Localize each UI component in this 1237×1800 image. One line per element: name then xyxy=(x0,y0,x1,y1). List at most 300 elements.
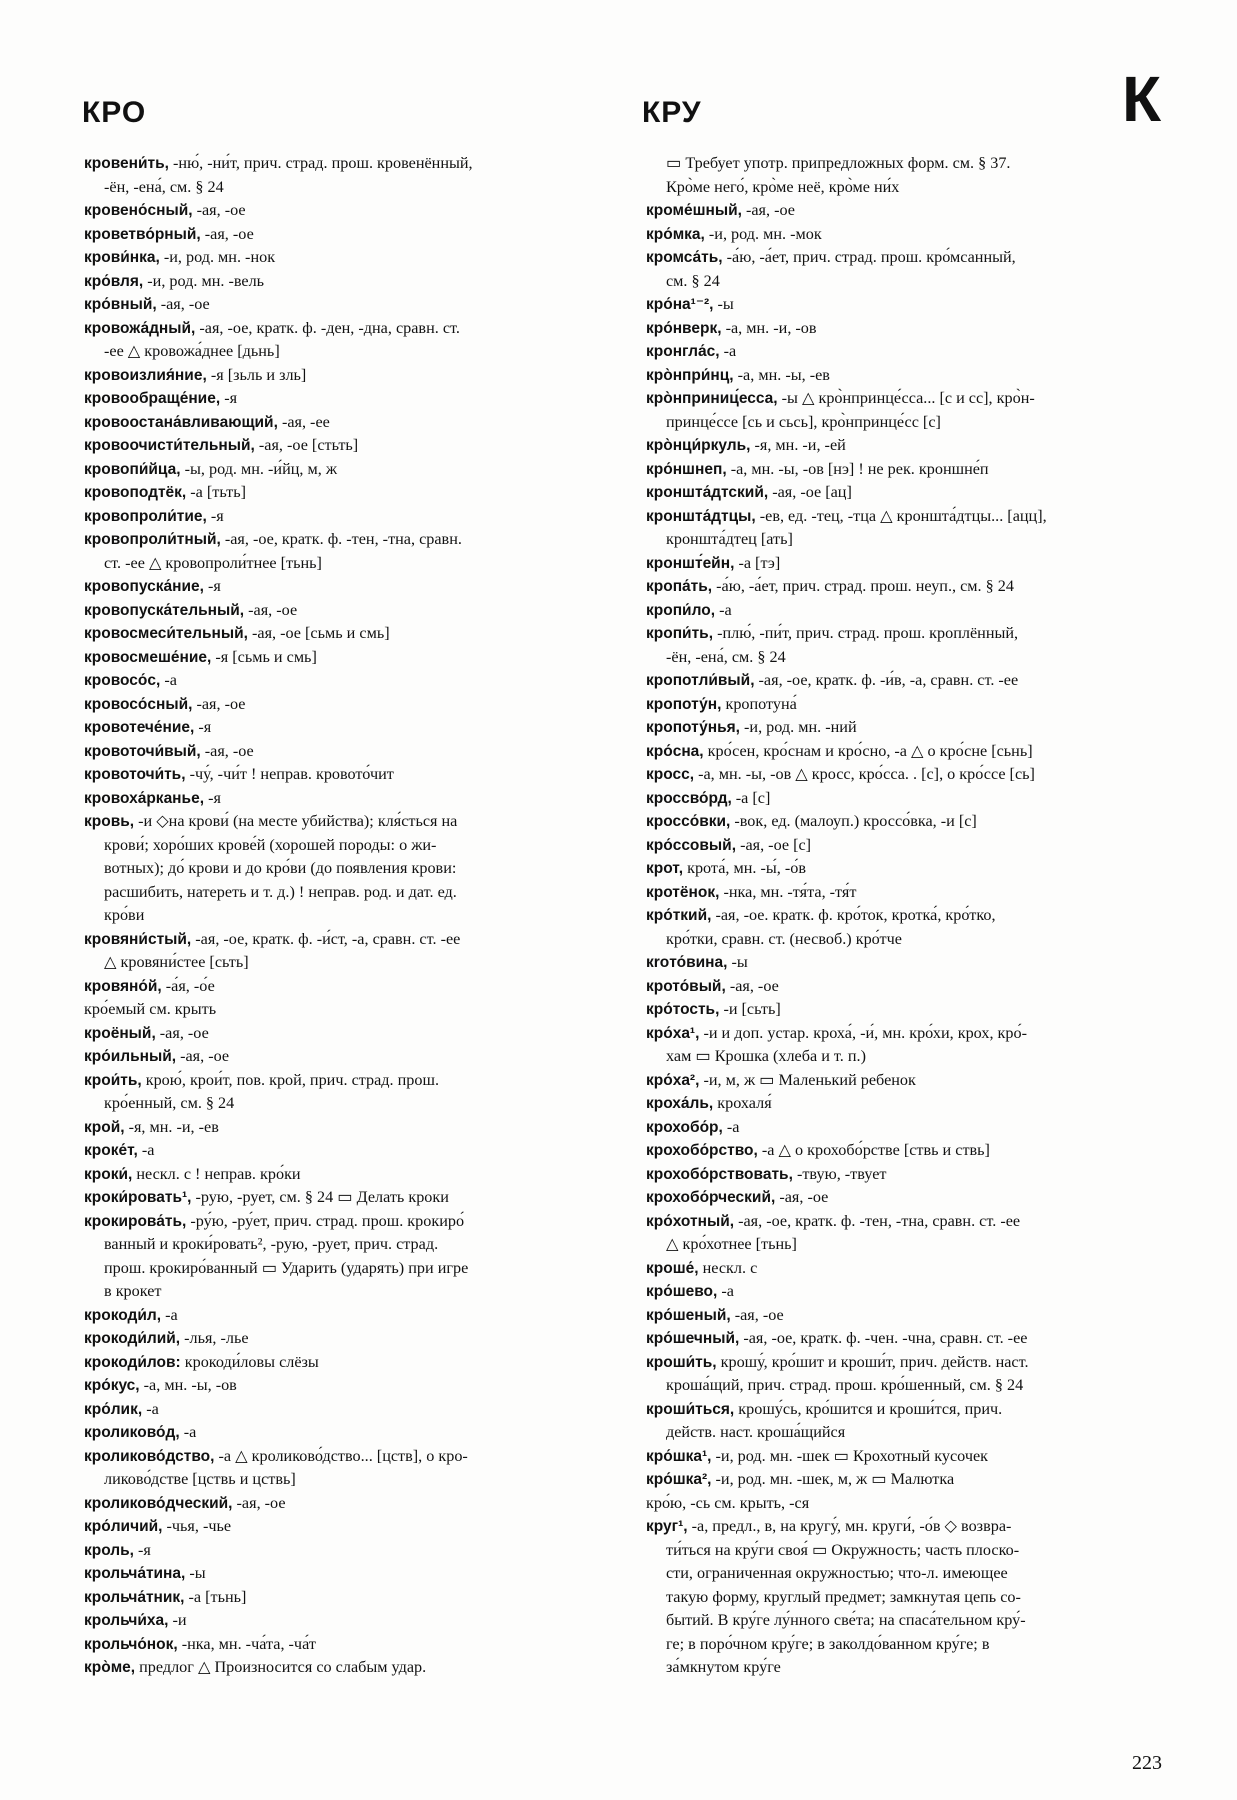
entry-line xyxy=(646,1421,1168,1445)
entry-line xyxy=(646,881,1168,905)
headword: кроссво́рд, xyxy=(646,789,732,807)
headword: крохобо́рствовать, xyxy=(646,1165,793,1183)
entry-line xyxy=(84,1092,614,1116)
headword: кро́шка², xyxy=(646,1471,712,1488)
entry-line xyxy=(84,1562,614,1586)
entry-text: -твую, -твует xyxy=(792,1164,887,1183)
headword: кро̀нприниц́есса, xyxy=(646,390,778,407)
entry-line xyxy=(646,928,1168,952)
entry-line xyxy=(84,857,614,881)
entry-line xyxy=(646,1257,1168,1281)
entry-line xyxy=(84,1327,614,1351)
running-head-left: КРО xyxy=(82,96,147,129)
entry-text: -а xyxy=(717,1282,734,1300)
entry-line xyxy=(646,1092,1168,1116)
entry-line xyxy=(84,481,614,505)
headword: кропи́ло, xyxy=(646,601,716,619)
entry-text: -ая, -ое [с] xyxy=(736,835,812,854)
entry-line xyxy=(84,834,614,858)
headword: крохобо́р, xyxy=(646,1118,723,1136)
entry-line xyxy=(646,1210,1168,1234)
entry-line xyxy=(84,1445,614,1469)
headword: кроха́ль, xyxy=(646,1095,714,1112)
headword: кро́шечный, xyxy=(646,1330,740,1347)
entry-line xyxy=(646,1163,1168,1187)
entry-text: -ая, -ое xyxy=(156,295,210,313)
entry-line xyxy=(646,1398,1168,1422)
entry-line xyxy=(646,411,1168,435)
entry-line xyxy=(84,599,614,623)
entry-line xyxy=(646,552,1168,576)
entry-text: -вок, ед. (малоуп.) кроссо́вка, -и [с] xyxy=(730,812,977,830)
entry-line xyxy=(646,340,1168,364)
headword: кро́шево, xyxy=(646,1283,718,1300)
headword: кропоту́нья, xyxy=(646,719,740,736)
entry-text: действ. наст. кроша́щийся xyxy=(666,1423,846,1441)
entry-line xyxy=(646,1069,1168,1093)
entry-text: -ая, -ое, кратк. ф. -чен. -чна, сравн. ст. -ее xyxy=(739,1329,1028,1347)
entry-line xyxy=(84,881,614,905)
entry-text: -ы xyxy=(727,953,748,971)
left-column xyxy=(84,152,614,1680)
entry-text: см. § 24 xyxy=(666,271,720,290)
entry-line xyxy=(84,528,614,552)
headword: кровоха́рканье, xyxy=(84,789,205,807)
entry-text: -ая, -ое xyxy=(192,694,246,713)
entry-text: -ая, -ое xyxy=(244,600,298,619)
entry-text: кропотуна́ xyxy=(721,694,797,713)
headword: крольча́тина, xyxy=(84,1565,186,1582)
entry-text: -ая, -ое [сьмь и смь] xyxy=(247,624,390,642)
entry-line xyxy=(646,1656,1168,1680)
headword: кroто́вина, xyxy=(646,954,728,971)
entry-text: -ая, -ое xyxy=(725,976,779,995)
headword: кроме́шный, xyxy=(646,202,742,219)
entry-text: -а [тэ] xyxy=(734,553,781,572)
entry-text: ▭ Требует употр. припредложных форм. см. § 37. xyxy=(666,154,1011,172)
headword: кро́вля, xyxy=(84,272,144,290)
entry-line xyxy=(84,716,614,740)
entry-text: -а, мн. -ы, -ов [нэ] ! не рек. кроншне́п xyxy=(726,459,989,478)
entry-line xyxy=(84,763,614,787)
entry-line xyxy=(646,270,1168,294)
entry-text: Кро̀ме него́, кро̀ме неё, кро̀ме ни́х xyxy=(666,177,900,196)
entry-text: -ая, -ое xyxy=(192,201,246,219)
entry-text: -нка, мн. -ча́та, -ча́т xyxy=(177,1634,316,1653)
entry-text: сти, ограниченная окружностью; что-л. имеющее xyxy=(666,1564,1008,1582)
entry-text: -я xyxy=(203,577,221,595)
entry-text: -чья, -чье xyxy=(162,1517,232,1535)
entry-line xyxy=(84,810,614,834)
entry-text: -а [с] xyxy=(731,788,771,807)
headword: кроше́, xyxy=(646,1259,699,1277)
headword: кро̀ме, xyxy=(84,1659,136,1676)
entry-line xyxy=(646,458,1168,482)
headword: кроки́ровать¹, xyxy=(84,1189,192,1206)
headword: кроншта́дтский, xyxy=(646,484,769,501)
headword: кросс, xyxy=(646,766,695,783)
entry-line xyxy=(84,223,614,247)
headword: кро́на¹⁻², xyxy=(646,296,714,313)
entry-line xyxy=(646,1609,1168,1633)
entry-text: △ кро́хотнее [тьнь] xyxy=(666,1235,797,1253)
entry-text: -ая, -ое, кратк. ф. -тен, -тна, сравн. xyxy=(220,530,462,548)
entry-line xyxy=(84,1633,614,1657)
entry-line xyxy=(646,223,1168,247)
headword: кровосо́с, xyxy=(84,672,161,689)
entry-text: -лья, -лье xyxy=(180,1329,249,1347)
entry-line xyxy=(646,1374,1168,1398)
entry-text: ликово́дстве [цствь и цствь] xyxy=(104,1470,296,1488)
headword: кро́нверк, xyxy=(646,319,722,337)
entry-text: -я, мн. -и, -ев xyxy=(124,1117,219,1136)
entry-text: -а xyxy=(137,1141,155,1159)
headword: кровоостана́вливающий, xyxy=(84,413,278,431)
entry-line xyxy=(646,763,1168,787)
headword: кровосмеси́тельный, xyxy=(84,625,248,642)
entry-line xyxy=(84,1351,614,1375)
entry-text: хам ▭ Крошка (хлеба и т. п.) xyxy=(666,1047,866,1065)
headword: крокоди́лов: xyxy=(84,1353,181,1371)
entry-line xyxy=(84,199,614,223)
headword: кровопуска́ние, xyxy=(84,578,204,595)
headword: кро́мка, xyxy=(646,225,705,243)
headword: кромса́ть, xyxy=(646,249,723,266)
headword: крокирова́ть, xyxy=(84,1212,187,1230)
entry-line xyxy=(646,528,1168,552)
headword: кро́лик, xyxy=(84,1400,143,1418)
entry-text: -ню́, -ни́т, прич. страд. прош. кровенённый, xyxy=(168,154,473,172)
headword: кроёный, xyxy=(84,1024,156,1042)
entry-line xyxy=(646,1562,1168,1586)
headword: крои́ть, xyxy=(84,1071,142,1089)
entry-line xyxy=(646,646,1168,670)
entry-text: нескл. с ! неправ. кро́ки xyxy=(132,1164,301,1183)
entry-text: -а, мн. -ы, -ов △ кросс, кро́сса. . [с], о кро́ссе [сь] xyxy=(694,765,1035,783)
entry-line xyxy=(84,364,614,388)
entry-text: кро́тки, сравн. ст. (несвоб.) кро́тче xyxy=(666,929,902,948)
entry-line xyxy=(646,246,1168,270)
headword: кровосмеше́ние, xyxy=(84,648,212,666)
entry-line xyxy=(84,246,614,270)
entry-text: -а xyxy=(715,600,732,619)
entry-line xyxy=(84,1304,614,1328)
entry-line xyxy=(84,1210,614,1234)
headword: кротёнок, xyxy=(646,883,720,901)
headword: кроки́, xyxy=(84,1165,133,1183)
headword: кропотли́вый, xyxy=(646,672,755,689)
headword: крови́нка, xyxy=(84,249,160,266)
headword: крольча́тник, xyxy=(84,1588,185,1606)
headword: кроликово́дческий, xyxy=(84,1494,233,1512)
entry-text: ге; в поро́чном кру́ге; в заколдо́ванном кру́ге; в xyxy=(666,1634,990,1653)
entry-text: -ая, -ое xyxy=(741,201,795,219)
entry-text: -и xyxy=(168,1611,187,1629)
entry-text: -чу́, -чи́т ! неправ. кровото́чит xyxy=(185,765,394,783)
entry-line xyxy=(84,1609,614,1633)
entry-text: ти́ться на кру́ги своя́ ▭ Окружность; часть плоско- xyxy=(666,1540,1020,1559)
entry-text: -я [зьль и зль] xyxy=(206,365,307,384)
entry-text: прош. крокиро́ванный ▭ Ударить (ударять) при игре xyxy=(104,1258,469,1277)
entry-line xyxy=(646,1139,1168,1163)
entry-text: -а xyxy=(161,1305,178,1324)
entry-text: такую форму, круглый предмет; замкнутая цепь со- xyxy=(666,1587,1021,1606)
entry-text: -ая, -ое [стьть] xyxy=(254,436,359,454)
entry-line xyxy=(84,1163,614,1187)
entry-line xyxy=(84,1539,614,1563)
right-column xyxy=(646,152,1168,1680)
entry-text: -ая, -ое xyxy=(200,224,254,243)
entry-text: -ы xyxy=(713,295,734,313)
entry-line xyxy=(646,364,1168,388)
entry-line xyxy=(646,1586,1168,1610)
entry-text: -ая, -ое, кратк. ф. -тен, -тна, сравн. ст. -ее xyxy=(734,1211,1021,1230)
entry-line xyxy=(646,1492,1168,1516)
headword: кровоизлия́ние, xyxy=(84,366,207,384)
entry-text: -ён, -ена́, см. § 24 xyxy=(104,177,224,196)
entry-text: вотных); до́ крови и до кро́ви (до появления крови: xyxy=(104,859,457,877)
headword: кро́вный, xyxy=(84,296,157,313)
entry-text: кро́емый см. крыть xyxy=(84,1000,217,1018)
entry-text: -ая, -ое xyxy=(730,1305,784,1324)
entry-line xyxy=(646,317,1168,341)
headword: кроншта́дтцы, xyxy=(646,507,756,525)
entry-line xyxy=(84,1421,614,1445)
entry-text: -я [сьмь и смь] xyxy=(211,647,317,666)
entry-line xyxy=(84,434,614,458)
entry-text: бытий. В кру́ге лу́нного све́та; на спаса́тельном кру́- xyxy=(666,1611,1026,1629)
entry-line xyxy=(84,458,614,482)
headword: кроши́ться, xyxy=(646,1400,735,1418)
entry-line xyxy=(84,1186,614,1210)
entry-text: -а́я, -о́е xyxy=(161,976,215,995)
entry-line xyxy=(646,293,1168,317)
entry-line xyxy=(646,1045,1168,1069)
entry-line xyxy=(84,1656,614,1680)
entry-line xyxy=(84,575,614,599)
entry-text: -ая, -ое xyxy=(232,1493,286,1512)
headword: кро́шеный, xyxy=(646,1306,731,1324)
entry-line xyxy=(84,1374,614,1398)
headword: кровоточи́вый, xyxy=(84,742,201,760)
entry-text: -ру́ю, -ру́ет, прич. страд. прош. крокиро́ xyxy=(186,1211,465,1230)
entry-line xyxy=(84,669,614,693)
entry-line xyxy=(84,975,614,999)
entry-line xyxy=(646,1515,1168,1539)
entry-text: -а xyxy=(179,1423,197,1441)
headword: кровопроли́тный, xyxy=(84,531,221,548)
entry-line xyxy=(84,293,614,317)
entry-line xyxy=(646,669,1168,693)
entry-line xyxy=(84,1069,614,1093)
entry-line xyxy=(84,1468,614,1492)
headword: кровоподтёк, xyxy=(84,484,187,501)
entry-text: -ев, ед. -тец, -тца △ кроншта́дтцы... [ацц], xyxy=(755,506,1047,525)
entry-text: -а [тьнь] xyxy=(184,1587,247,1606)
headword: кровожа́дный, xyxy=(84,319,196,337)
entry-text: кро́ю, -сь см. крыть, -ся xyxy=(646,1493,810,1512)
entry-text: -ая, -ое xyxy=(200,741,254,760)
headword: кровопроли́тие, xyxy=(84,507,207,525)
entry-line xyxy=(84,1257,614,1281)
headword: кро̀нпри́нц, xyxy=(646,366,734,384)
entry-text: -а [тьть] xyxy=(186,483,246,501)
entry-line xyxy=(646,951,1168,975)
entry-text: кро́сен, кро́снам и кро́сно, -а △ о кро́сне [сьнь] xyxy=(703,741,1033,760)
entry-text: -и, род. мн. -ний xyxy=(739,718,857,736)
entry-line xyxy=(84,152,614,176)
entry-text: -я, мн. -и, -ей xyxy=(750,436,846,454)
entry-text: -ая, -ое xyxy=(176,1047,230,1065)
entry-text: -и ◇на крови́ (на месте убийства); кля́сться на xyxy=(134,812,458,830)
entry-text: крови́; хоро́ших крове́й (хорошей породы: о жи- xyxy=(104,835,437,854)
entry-line xyxy=(646,434,1168,458)
entry-text: -а, мн. -ы, -ев xyxy=(733,365,830,384)
headword: кроликово́д, xyxy=(84,1424,180,1441)
entry-text: -а △ о крохобо́рстве [ствь и ствь] xyxy=(757,1141,990,1159)
headword: кровопи́йца, xyxy=(84,460,181,478)
headword: кровяни́стый, xyxy=(84,930,192,948)
entry-line xyxy=(84,1398,614,1422)
entry-line xyxy=(646,575,1168,599)
entry-text: -а́ю, -а́ет, прич. страд. прош. неуп., см. § 24 xyxy=(712,577,1014,595)
entry-text: -я xyxy=(206,506,224,525)
entry-line xyxy=(646,810,1168,834)
entry-line xyxy=(646,1327,1168,1351)
entry-text: нескл. с xyxy=(698,1258,758,1277)
entry-text: -и и доп. устар. кроха́, -и́, мн. кро́хи, крох, кро́- xyxy=(699,1023,1028,1042)
headword: кро́хотный, xyxy=(646,1212,735,1230)
entry-text: -ая, -ое, кратк. ф. -и́ст, -а, сравн. ст. -ее xyxy=(191,929,461,948)
headword: кровоочисти́тельный, xyxy=(84,437,255,454)
headword: кровоточи́ть, xyxy=(84,766,186,783)
entry-text: -ая, -ое xyxy=(155,1023,209,1042)
entry-line xyxy=(84,411,614,435)
entry-text: расшибить, натереть и т. д.) ! неправ. род. и дат. ед. xyxy=(104,882,457,901)
headword: кропоту́н, xyxy=(646,695,722,713)
entry-line xyxy=(84,505,614,529)
entry-line xyxy=(646,716,1168,740)
entry-line xyxy=(84,387,614,411)
entry-text: -и, род. мн. -нок xyxy=(159,248,276,266)
entry-line xyxy=(646,740,1168,764)
headword: кроликово́дство, xyxy=(84,1447,215,1465)
entry-text: крокоди́ловы слёзы xyxy=(180,1352,319,1371)
entry-text: -и, род. мн. -шек ▭ Крохотный кусочек xyxy=(711,1446,989,1465)
headword: круг¹, xyxy=(646,1518,688,1535)
entry-text: -а, мн. -ы, -ов xyxy=(139,1376,237,1394)
entry-text: -я xyxy=(220,389,238,407)
entry-text: -а xyxy=(160,671,177,689)
entry-text: -ы △ кро̀нпринце́сса... [с и сс], кро̀н- xyxy=(777,389,1035,407)
entry-text: -ая, -ое. кратк. ф. кро́ток, кротка́, кро́тко, xyxy=(711,906,996,924)
entry-line xyxy=(84,787,614,811)
headword: кроншт́ейн, xyxy=(646,554,735,572)
headword: крольчи́ха, xyxy=(84,1612,169,1629)
entry-text: -я xyxy=(134,1540,151,1559)
headword: крокоди́л, xyxy=(84,1306,162,1324)
section-letter: К xyxy=(1122,63,1162,135)
entry-text: -а xyxy=(719,342,737,360)
headword: кроль, xyxy=(84,1541,134,1559)
entry-text: крошу́сь, кро́шится и кроши́тся, прич. xyxy=(734,1399,1003,1418)
entry-line xyxy=(646,1022,1168,1046)
entry-text: -ая, -ое, кратк. ф. -и́в, -а, сравн. ст. -ее xyxy=(754,671,1019,689)
headword: кровопуска́тельный, xyxy=(84,601,245,619)
entry-line xyxy=(646,1539,1168,1563)
headword: кро́шка¹, xyxy=(646,1447,712,1465)
entry-text: -а, предл., в, на кругу́, мн. круги́, -о́в ◇ возвра- xyxy=(687,1517,1012,1535)
entry-line xyxy=(646,599,1168,623)
entry-line xyxy=(646,998,1168,1022)
entry-line xyxy=(646,1233,1168,1257)
entry-text: -и [сьть] xyxy=(719,1000,781,1018)
headword: кро́ха², xyxy=(646,1071,700,1089)
headword: кро̀нци́ркуль, xyxy=(646,437,751,454)
entry-line xyxy=(84,1586,614,1610)
entry-line xyxy=(84,270,614,294)
headword: кропи́ть, xyxy=(646,625,714,642)
headword: кро́ткий, xyxy=(646,907,712,924)
entry-line xyxy=(84,1492,614,1516)
entry-line xyxy=(84,1233,614,1257)
headword: крохобо́рство, xyxy=(646,1142,758,1159)
headword: кровообраще́ние, xyxy=(84,390,221,407)
entry-line xyxy=(646,481,1168,505)
headword: кроши́ть, xyxy=(646,1353,717,1371)
entry-line xyxy=(84,552,614,576)
headword: крото́вый, xyxy=(646,977,726,995)
entry-line xyxy=(84,646,614,670)
entry-line xyxy=(84,904,614,928)
entry-text: -и, род. мн. -вель xyxy=(143,271,265,290)
entry-line xyxy=(84,1022,614,1046)
entry-text: крою́, крои́т, пов. крой, прич. страд. прош. xyxy=(141,1070,439,1089)
entry-text: ванный и кроки́ровать², -рую, -рует, прич. страд. xyxy=(104,1235,439,1253)
headword: кро́ншнеп, xyxy=(646,460,727,478)
headword: кровяно́й, xyxy=(84,977,162,995)
entry-line xyxy=(646,505,1168,529)
entry-text: в крокет xyxy=(104,1282,162,1300)
headword: кропа́ть, xyxy=(646,578,713,595)
headword: кронгла́с, xyxy=(646,343,720,360)
entry-line xyxy=(84,340,614,364)
running-head-right: КРУ xyxy=(642,96,702,129)
entry-line xyxy=(84,928,614,952)
entry-text: △ кровяни́стее [сьть] xyxy=(104,953,249,971)
entry-line xyxy=(84,951,614,975)
entry-text: за́мкнутом кру́ге xyxy=(666,1658,781,1676)
entry-line xyxy=(84,1280,614,1304)
entry-text: -ы xyxy=(185,1564,206,1582)
entry-line xyxy=(646,1351,1168,1375)
entry-line xyxy=(646,1116,1168,1140)
entry-text: -а △ кроликово́дство... [цств], о кро- xyxy=(214,1446,468,1465)
entry-text: -ён, -ена́, см. § 24 xyxy=(666,647,786,666)
entry-text: ст. -ее △ кровопроли́тнее [тьнь] xyxy=(104,553,322,572)
headword: кровени́ть, xyxy=(84,155,169,172)
entry-text: -и, род. мн. -мок xyxy=(704,224,822,243)
headword: кро́тость, xyxy=(646,1001,720,1018)
entry-line xyxy=(84,176,614,200)
entry-line xyxy=(646,975,1168,999)
headword: крохобо́рческий, xyxy=(646,1189,776,1206)
headword: кровено́сный, xyxy=(84,202,193,219)
entry-line xyxy=(646,622,1168,646)
headword: кро́ха¹, xyxy=(646,1024,700,1042)
entry-text: -плю́, -пи́т, прич. страд. прош. кроплённый, xyxy=(713,624,1019,642)
entry-line xyxy=(84,1139,614,1163)
